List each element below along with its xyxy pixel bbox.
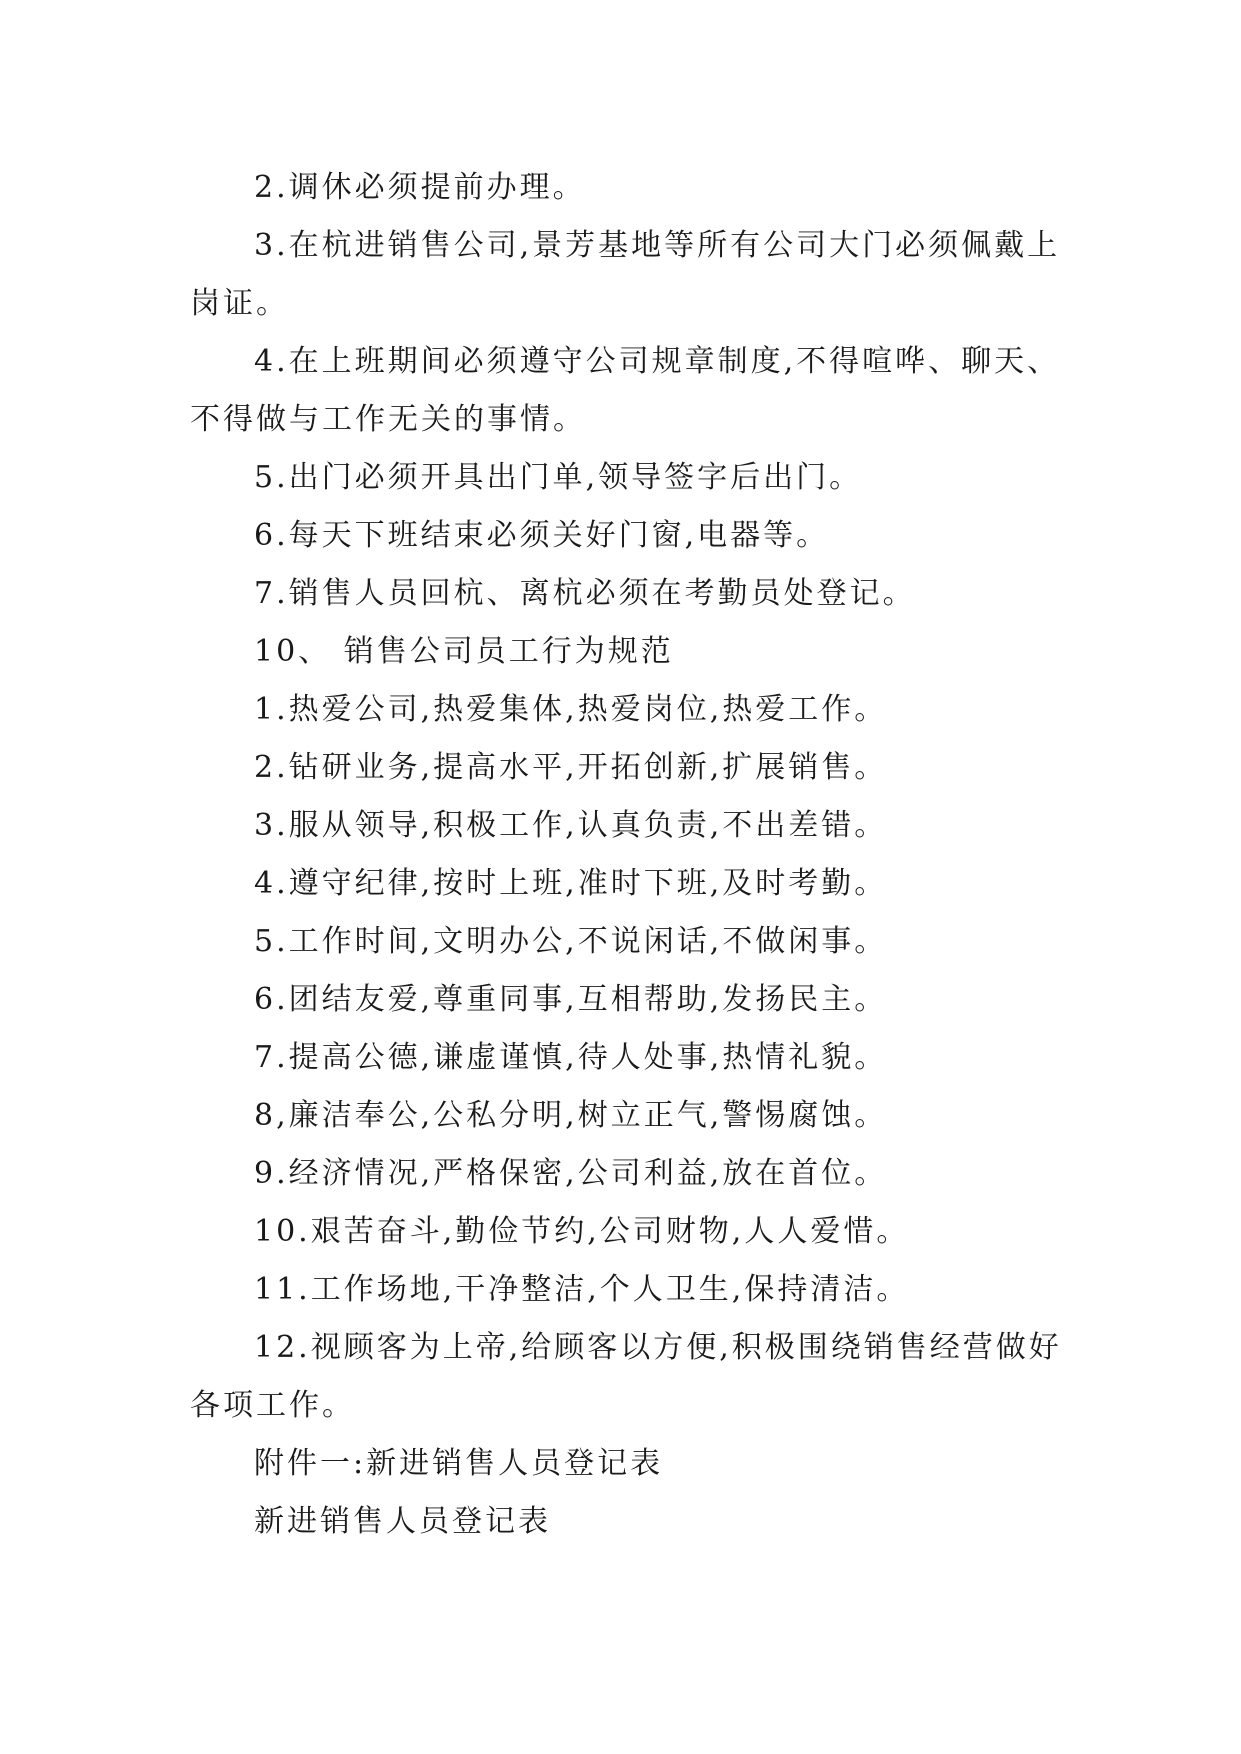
paragraph: 9.经济情况,严格保密,公司利益,放在首位。 <box>254 1156 888 1191</box>
paragraph: 6.团结友爱,尊重同事,互相帮助,发扬民主。 <box>254 982 888 1017</box>
paragraph: 5.出门必须开具出门单,领导签字后出门。 <box>254 460 863 495</box>
document-body <box>190 159 1070 1551</box>
paragraph: 12.视顾客为上帝,给顾客以方便,积极围绕销售经营做好各项工作。 <box>190 1330 1062 1423</box>
paragraph: 4.遵守纪律,按时上班,准时下班,及时考勤。 <box>254 866 888 901</box>
paragraph: 3.服从领导,积极工作,认真负责,不出差错。 <box>254 808 888 843</box>
section-heading: 10、 销售公司员工行为规范 <box>254 634 674 669</box>
paragraph: 8,廉洁奉公,公私分明,树立正气,警惕腐蚀。 <box>254 1098 888 1133</box>
paragraph: 4.在上班期间必须遵守公司规章制度,不得喧哗、聊天、不得做与工作无关的事情。 <box>190 344 1061 437</box>
paragraph: 5.工作时间,文明办公,不说闲话,不做闲事。 <box>254 924 888 959</box>
paragraph: 10.艰苦奋斗,勤俭节约,公司财物,人人爱惜。 <box>254 1214 910 1249</box>
paragraph: 6.每天下班结束必须关好门窗,电器等。 <box>254 518 830 553</box>
paragraph: 1.热爱公司,热爱集体,热爱岗位,热爱工作。 <box>254 692 888 727</box>
paragraph: 7.销售人员回杭、离杭必须在考勤员处登记。 <box>254 576 916 611</box>
paragraph: 11.工作场地,干净整洁,个人卫生,保持清洁。 <box>254 1272 910 1307</box>
paragraph: 2.调休必须提前办理。 <box>254 170 586 205</box>
attachment-label: 附件一:新进销售人员登记表 <box>254 1446 664 1481</box>
paragraph: 2.钻研业务,提高水平,开拓创新,扩展销售。 <box>254 750 888 785</box>
attachment-title: 新进销售人员登记表 <box>254 1504 551 1539</box>
paragraph: 3.在杭进销售公司,景芳基地等所有公司大门必须佩戴上岗证。 <box>190 228 1061 321</box>
paragraph: 7.提高公德,谦虚谨慎,待人处事,热情礼貌。 <box>254 1040 888 1075</box>
